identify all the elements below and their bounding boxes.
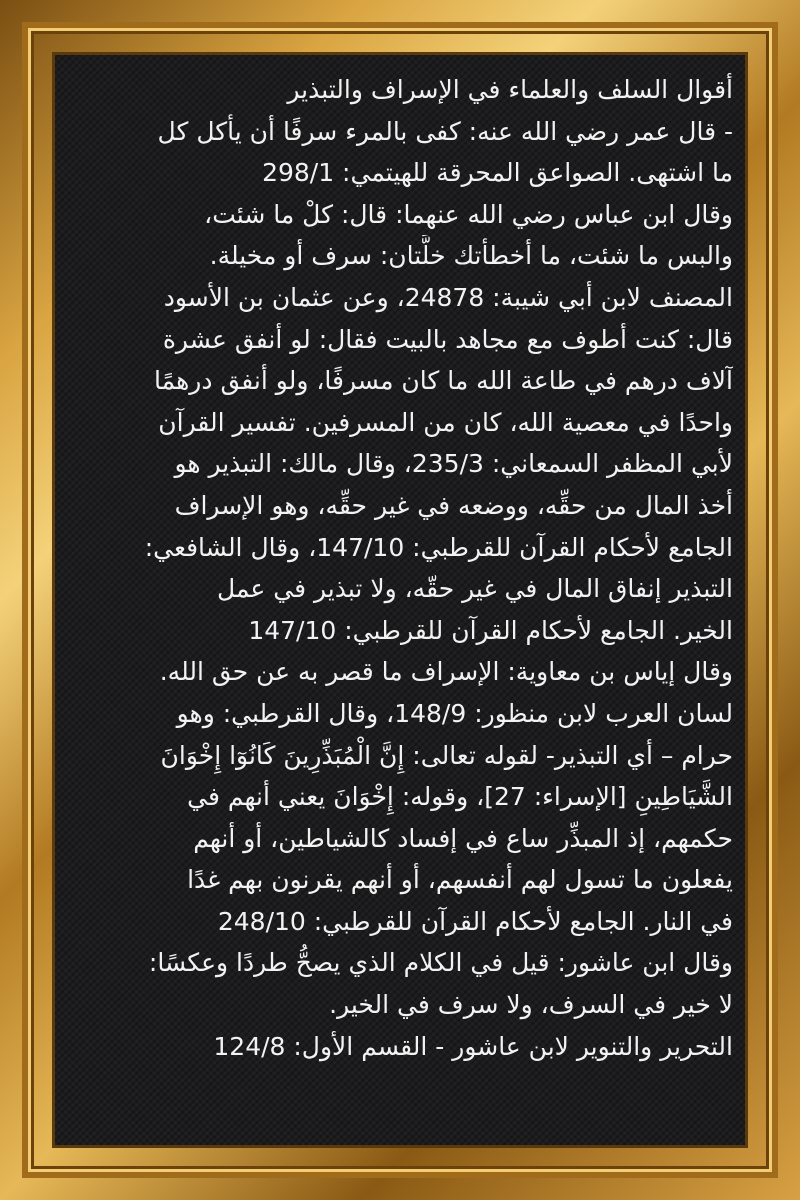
text-line: وقال ابن عاشور: قيل في الكلام الذي يصحُّ طردًا وعكسًا:	[148, 948, 733, 978]
arabic-text-block	[67, 69, 733, 1067]
text-line: المصنف لابن أبي شيبة: 24878، وعن عثمان بن الأسود	[163, 282, 733, 312]
text-line: ما اشتهى. الصواعق المحرقة للهيتمي: 298/1	[262, 158, 733, 188]
text-line: لأبي المظفر السمعاني: 235/3، وقال مالك: التبذير هو	[174, 449, 733, 479]
text-line: - قال عمر رضي الله عنه: كفى بالمرء سرفًا أن يأكل كل	[157, 116, 733, 146]
text-line: التحرير والتنوير لابن عاشور - القسم الأول: 124/8	[213, 1031, 733, 1061]
text-line: لا خير في السرف، ولا سرف في الخير.	[329, 990, 733, 1020]
text-line: حرام – أي التبذير- لقوله تعالى: إِنَّ الْمُبَذِّرِينَ كَانُوٓا إِخْوَانَ	[160, 740, 733, 770]
text-line: قال: كنت أطوف مع مجاهد بالبيت فقال: لو أنفق عشرة	[162, 324, 733, 354]
text-line: واحدًا في معصية الله، كان من المسرفين. تفسير القرآن	[158, 407, 733, 437]
heading-line: أقوال السلف والعلماء في الإسراف والتبذير	[287, 75, 733, 104]
text-line: لسان العرب لابن منظور: 148/9، وقال القرطبي: وهو	[176, 698, 733, 728]
text-line: آلاف درهم في طاعة الله ما كان مسرفًا، ولو أنفق درهمًا	[154, 366, 733, 396]
text-line: الخير. الجامع لأحكام القرآن للقرطبي: 147/10	[248, 615, 733, 645]
text-line: وقال ابن عباس رضي الله عنهما: قال: كلْ ما شئت،	[204, 199, 733, 229]
text-line: التبذير إنفاق المال في غير حقّه، ولا تبذير في عمل	[217, 574, 733, 604]
text-line: وقال إياس بن معاوية: الإسراف ما قصر به عن حق الله.	[159, 657, 733, 687]
text-line: أخذ المال من حقِّه، ووضعه في غير حقِّه، وهو الإسراف	[174, 490, 733, 520]
text-line: الشَّيَاطِينِ [الإسراء: 27]، وقوله: إِخْوَانَ يعني أنهم في	[187, 782, 733, 812]
text-line: والبس ما شئت، ما أخطأتك خلَّتان: سرف أو مخيلة.	[209, 241, 733, 271]
text-line: في النار. الجامع لأحكام القرآن للقرطبي: 248/10	[217, 906, 733, 936]
text-line: يفعلون ما تسول لهم أنفسهم، أو أنهم يقرنون بهم غدًا	[187, 865, 733, 895]
text-line: حكمهم، إذ المبذِّر ساع في إفساد كالشياطين، أو أنهم	[193, 823, 733, 853]
text-panel	[52, 52, 748, 1148]
text-line: الجامع لأحكام القرآن للقرطبي: 147/10، وقال الشافعي:	[144, 532, 733, 562]
